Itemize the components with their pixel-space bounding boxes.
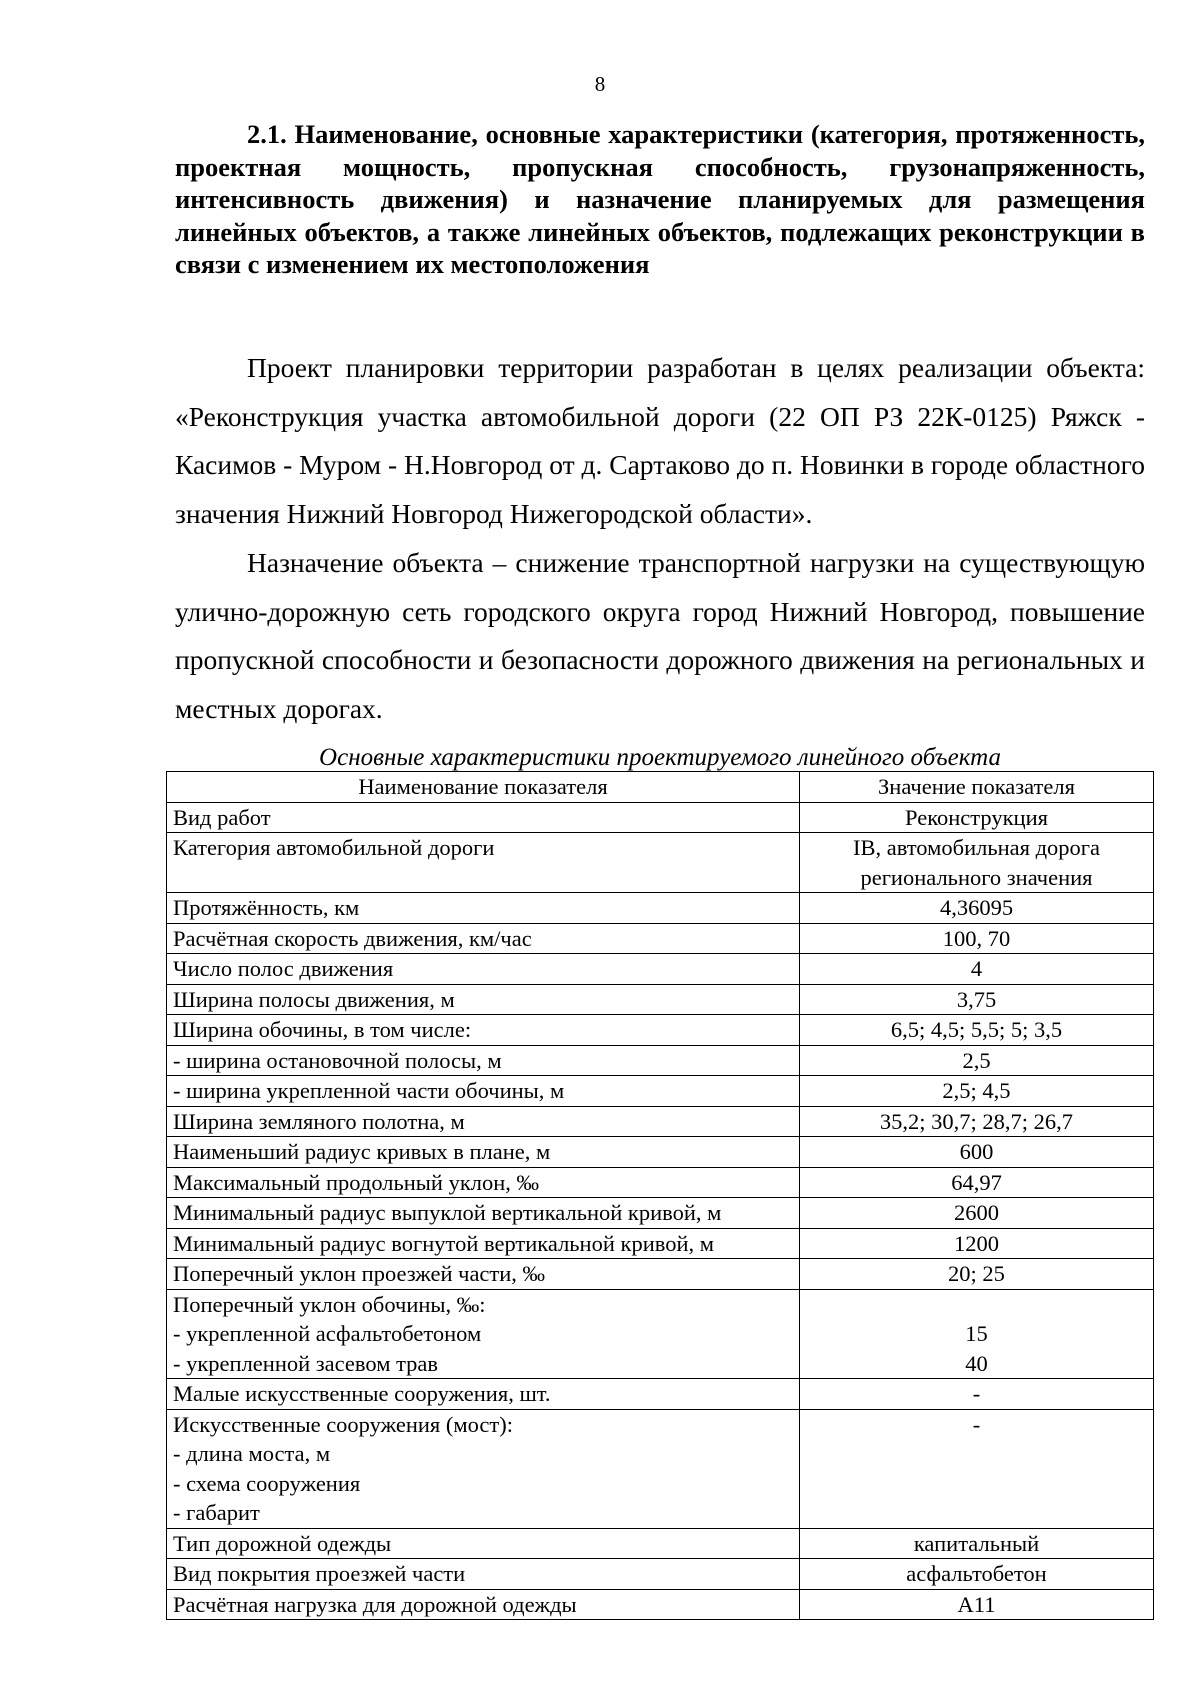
table-row <box>167 1528 1154 1559</box>
indicator-name-line: - габарит <box>173 1500 260 1525</box>
indicator-value-cell <box>800 1589 1154 1620</box>
indicator-value-cell <box>800 1198 1154 1229</box>
indicator-value-line: 2,5 <box>962 1047 991 1073</box>
table-header-row <box>167 772 1154 803</box>
table-row <box>167 893 1154 924</box>
indicator-name-line: Протяжённость, км <box>173 895 360 920</box>
table-row <box>167 1228 1154 1259</box>
indicator-name-cell <box>167 1106 800 1137</box>
indicator-value-line: 64,97 <box>951 1169 1002 1195</box>
indicator-value-cell <box>800 1559 1154 1590</box>
indicator-name-line: - ширина остановочной полосы, м <box>173 1047 502 1073</box>
table-row <box>167 1589 1154 1620</box>
indicator-name-cell <box>167 1379 800 1410</box>
table-row <box>167 1559 1154 1590</box>
indicator-name-cell <box>167 1409 800 1528</box>
indicator-name-cell <box>167 1167 800 1198</box>
table-row <box>167 1045 1154 1076</box>
indicator-value-line: 35,2; 30,7; 28,7; 26,7 <box>879 1108 1074 1134</box>
indicator-name-cell <box>167 1198 800 1229</box>
indicator-name-line: Расчётная скорость движения, км/час <box>173 925 532 951</box>
indicator-name-line: Малые искусственные сооружения, шт. <box>173 1381 551 1406</box>
indicator-value-cell <box>800 1106 1154 1137</box>
indicator-name-line: Категория автомобильной дороги <box>173 835 495 860</box>
table-row <box>167 1409 1154 1528</box>
indicator-name-line: Минимальный радиус вогнутой вертикальной кривой, м <box>173 1230 714 1256</box>
indicator-value-cell <box>800 802 1154 833</box>
indicator-value-line: 4 <box>970 956 983 981</box>
indicator-name-cell <box>167 1228 800 1259</box>
indicator-name-cell <box>167 954 800 985</box>
indicator-name-line: - укрепленной асфальтобетоном <box>173 1321 482 1346</box>
table-caption: Основные характеристики проектируемого линейного объекта <box>319 744 1001 771</box>
table-row <box>167 1106 1154 1137</box>
indicator-value-line: 600 <box>959 1139 994 1164</box>
indicator-value-line: асфальтобетон <box>906 1561 1047 1586</box>
indicator-value-line: А11 <box>957 1591 996 1617</box>
indicator-name-line: - ширина укрепленной части обочины, м <box>173 1078 565 1103</box>
table-row <box>167 984 1154 1015</box>
table-row <box>167 954 1154 985</box>
paragraph-purpose-project: Проект планировки территории разработан в целях реализации объекта: «Реконструкция участка автомобильной дороги (22 ОП РЗ 22К-0125) Ряжск - Касимов - Муром - Н.Новгород от д. Сартаково до п. Новинки в городе областного значения Нижний Новгород Нижегородской области». <box>175 352 1145 529</box>
indicator-value-line: - <box>972 1381 981 1406</box>
indicator-value-cell <box>800 1259 1154 1290</box>
indicator-value-cell <box>800 1045 1154 1076</box>
indicator-name-cell <box>167 984 800 1015</box>
characteristics-table <box>166 771 1154 1620</box>
indicator-name-cell <box>167 1045 800 1076</box>
indicator-value-line: 6,5; 4,5; 5,5; 5; 3,5 <box>890 1017 1063 1042</box>
indicator-value-line: капитальный <box>913 1530 1040 1556</box>
indicator-value-line: IВ, автомобильная дорога <box>852 835 1101 860</box>
indicator-name-cell <box>167 1076 800 1107</box>
indicator-name-line: Расчётная нагрузка для дорожной одежды <box>173 1591 577 1617</box>
indicator-name-line: Вид покрытия проезжей части <box>173 1561 466 1586</box>
indicator-value-cell <box>800 1015 1154 1046</box>
indicator-value-cell <box>800 1409 1154 1528</box>
indicator-value-line: - <box>972 1411 981 1437</box>
section-heading: 2.1. Наименование, основные характеристики (категория, протяженность, проектная мощность, пропускная способность, грузонапряженность, интенсивность движения) и назначение планируемых для размещения линейных объектов, а также линейных объектов, подлежащих реконструкции в связи с изменением их местоположения <box>175 119 1145 279</box>
paragraph-purpose-object: Назначение объекта – снижение транспортной нагрузки на существующую улично-дорожную сеть городского округа город Нижний Новгород, повышение пропускной способности и безопасности дорожного движения на региональных и местных дорогах. <box>175 547 1145 724</box>
indicator-name-line: - укрепленной засевом трав <box>173 1350 439 1376</box>
indicator-value-cell <box>800 1528 1154 1559</box>
indicator-value-cell <box>800 984 1154 1015</box>
table-row <box>167 1076 1154 1107</box>
page-number: 8 <box>594 72 606 96</box>
table-row <box>167 1289 1154 1379</box>
indicator-value-cell <box>800 954 1154 985</box>
indicator-name-line: - длина моста, м <box>173 1441 331 1466</box>
indicator-value-cell <box>800 1167 1154 1198</box>
indicator-value-line: 2600 <box>954 1200 999 1225</box>
indicator-value-cell <box>800 1137 1154 1168</box>
indicator-value-line: 40 <box>965 1350 988 1376</box>
indicator-value-cell <box>800 923 1154 954</box>
indicator-name-line: Наименьший радиус кривых в плане, м <box>173 1139 551 1164</box>
indicator-value-line: 4,36095 <box>939 895 1014 920</box>
header-indicator-name: Наименование показателя <box>167 772 800 803</box>
indicator-name-cell <box>167 1015 800 1046</box>
indicator-name-cell <box>167 1528 800 1559</box>
indicator-name-cell <box>167 1589 800 1620</box>
indicator-value-line: Реконструкция <box>905 804 1048 830</box>
table-row <box>167 833 1154 893</box>
indicator-value-line: 3,75 <box>956 986 997 1012</box>
indicator-value-cell <box>800 1289 1154 1379</box>
indicator-value-cell <box>800 833 1154 893</box>
indicator-name-line: Ширина земляного полотна, м <box>173 1108 465 1134</box>
indicator-name-cell <box>167 1259 800 1290</box>
indicator-value-line: 1200 <box>954 1230 999 1256</box>
indicator-name-cell <box>167 1137 800 1168</box>
indicator-name-cell <box>167 1289 800 1379</box>
table-row <box>167 1259 1154 1290</box>
indicator-name-cell <box>167 802 800 833</box>
table-row <box>167 1167 1154 1198</box>
indicator-name-line: Поперечный уклон проезжей части, ‰ <box>173 1261 546 1286</box>
indicator-name-cell <box>167 893 800 924</box>
table-row <box>167 1015 1154 1046</box>
table-row <box>167 1198 1154 1229</box>
indicator-name-line: Вид работ <box>173 804 271 830</box>
indicator-value-line: 20; 25 <box>948 1261 1005 1286</box>
indicator-name-cell <box>167 833 800 893</box>
indicator-name-line: Максимальный продольный уклон, ‰ <box>173 1169 540 1195</box>
indicator-value-line: регионального значения <box>860 864 1093 890</box>
indicator-value-line: 100, 70 <box>942 925 1011 951</box>
indicator-value-cell <box>800 1379 1154 1410</box>
table-body <box>167 802 1154 1620</box>
indicator-name-cell <box>167 1559 800 1590</box>
indicator-value-line: 2,5; 4,5 <box>942 1078 1011 1103</box>
indicator-name-line: Искусственные сооружения (мост): <box>173 1411 513 1437</box>
indicator-value-cell <box>800 893 1154 924</box>
table-row <box>167 802 1154 833</box>
indicator-name-line: Ширина полосы движения, м <box>173 986 455 1012</box>
indicator-value-cell <box>800 1228 1154 1259</box>
table-row <box>167 1137 1154 1168</box>
header-indicator-value: Значение показателя <box>800 772 1154 803</box>
indicator-name-cell <box>167 923 800 954</box>
indicator-value-line: 15 <box>965 1321 988 1346</box>
table-row <box>167 923 1154 954</box>
table-row <box>167 1379 1154 1410</box>
indicator-name-line: - схема сооружения <box>173 1470 361 1496</box>
indicator-value-cell <box>800 1076 1154 1107</box>
indicator-name-line: Число полос движения <box>173 956 394 981</box>
indicator-name-line: Минимальный радиус выпуклой вертикальной кривой, м <box>173 1200 722 1225</box>
indicator-value-line <box>806 1290 1147 1320</box>
indicator-name-line: Ширина обочины, в том числе: <box>173 1017 472 1042</box>
indicator-name-line: Поперечный уклон обочины, ‰: <box>173 1291 486 1317</box>
indicator-name-line: Тип дорожной одежды <box>173 1530 392 1556</box>
